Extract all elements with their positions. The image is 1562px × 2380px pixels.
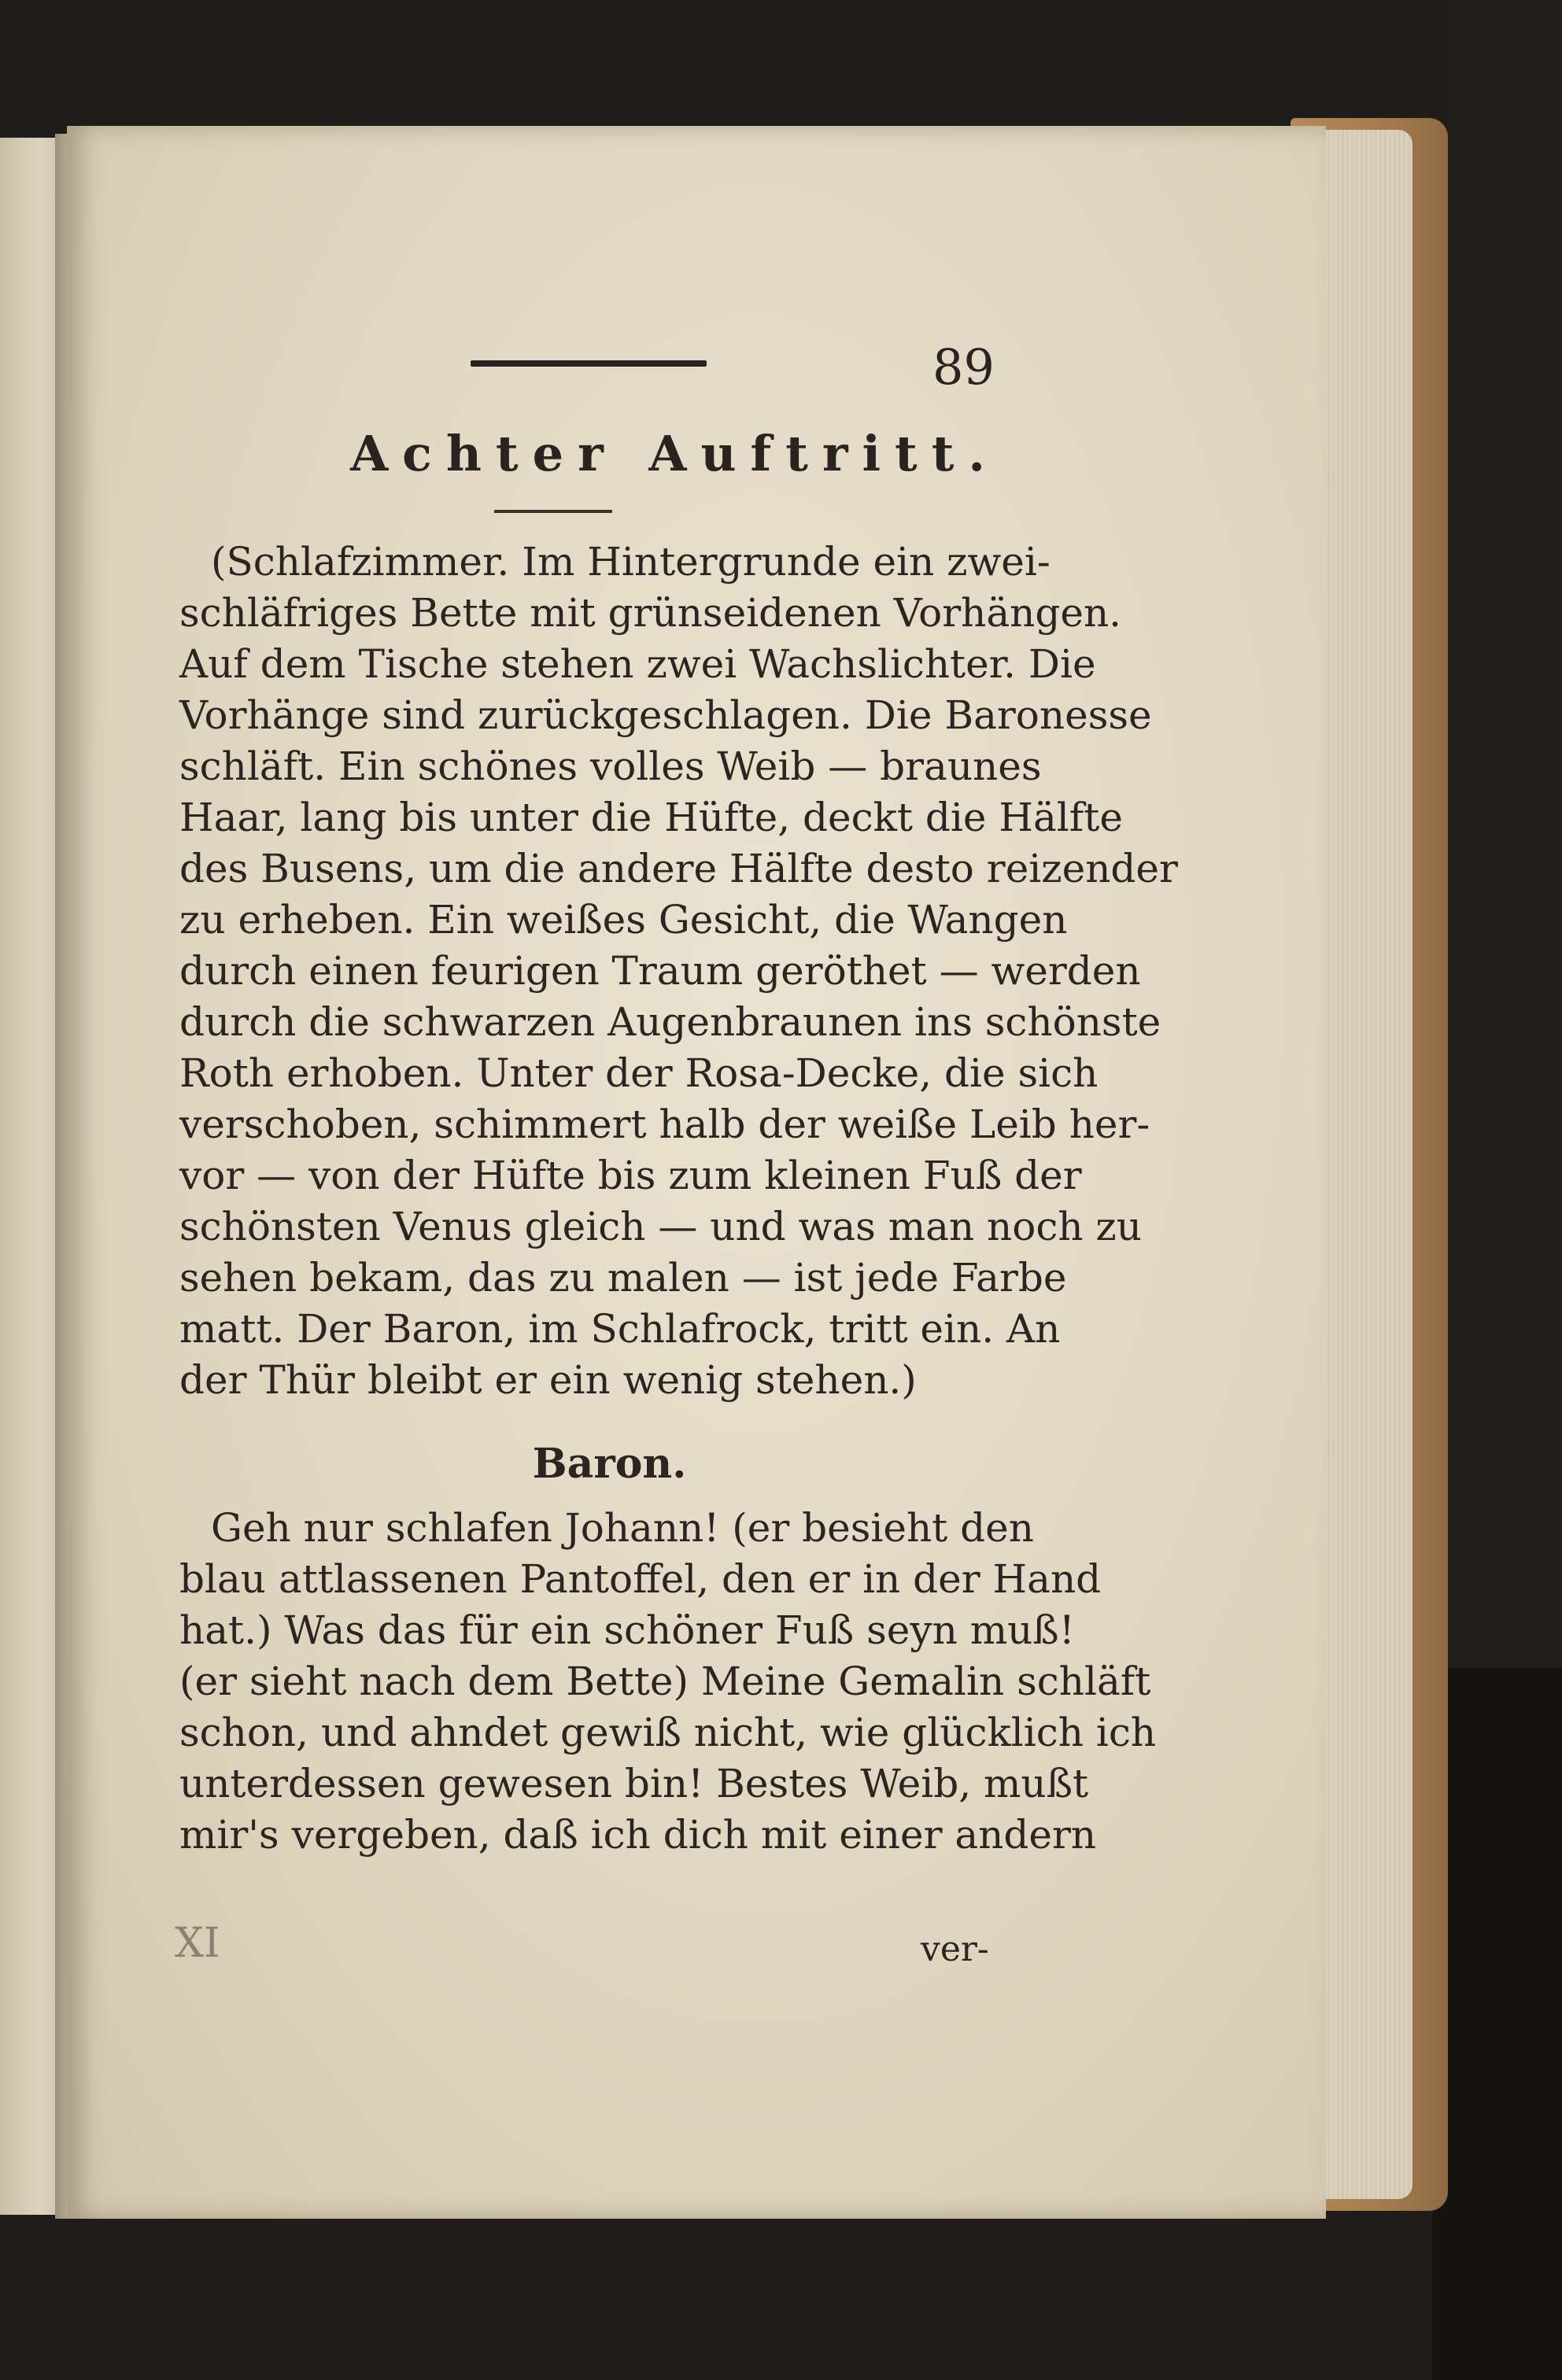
text-line: verschoben, schimmert halb der weiße Leib her- [179, 1101, 1150, 1147]
text-line: (Schlafzimmer. Im Hintergrunde ein zwei- [211, 539, 1051, 585]
text-line: zu erheben. Ein weißes Gesicht, die Wangen [179, 897, 1068, 943]
text-line: durch die schwarzen Augenbraunen ins schönste [179, 999, 1161, 1045]
text-line: Vorhänge sind zurückgeschlagen. Die Baronesse [179, 692, 1152, 738]
text-line: mir's vergeben, daß ich dich mit einer andern [179, 1812, 1097, 1858]
text-line: schläfriges Bette mit grünseidenen Vorhängen. [179, 590, 1122, 636]
desk-shadow [1432, 1668, 1562, 2380]
text-line: unterdessen gewesen bin! Bestes Weib, mußt [179, 1761, 1089, 1806]
text-line: hat.) Was das für ein schöner Fuß seyn muß! [179, 1607, 1075, 1653]
text-line: (er sieht nach dem Bette) Meine Gemalin schläft [179, 1659, 1151, 1704]
text-line: Auf dem Tische stehen zwei Wachslichter. Die [179, 641, 1096, 687]
speaker-name [0, 1440, 1562, 1488]
text-line: schon, und ahndet gewiß nicht, wie glücklich ich [179, 1710, 1157, 1755]
stage-direction [179, 537, 1178, 1406]
text-line: durch einen feurigen Traum geröthet — werden [179, 948, 1141, 994]
text-line: Roth erhoben. Unter der Rosa-Decke, die sich [179, 1050, 1099, 1096]
speaker-name-text: Baron. [532, 1440, 687, 1488]
scene-heading-text: Achter Auftritt. [350, 425, 999, 482]
text-line: blau attlassenen Pantoffel, den er in der Hand [179, 1556, 1102, 1602]
header-rule [471, 360, 707, 367]
text-line: schönsten Venus gleich — und was man noch zu [179, 1204, 1142, 1249]
text-line: Haar, lang bis unter die Hüfte, deckt die Hälfte [179, 795, 1123, 840]
text-line: matt. Der Baron, im Schlafrock, tritt ein. An [179, 1306, 1061, 1352]
text-line: vor — von der Hüfte bis zum kleinen Fuß der [179, 1153, 1082, 1198]
text-line: Geh nur schlafen Johann! (er besieht den [211, 1505, 1034, 1551]
text-line: des Busens, um die andere Hälfte desto reizender [179, 846, 1178, 891]
text-line: sehen bekam, das zu malen — ist jede Farbe [179, 1255, 1067, 1301]
catchword: ver- [921, 1929, 989, 1969]
text-line: der Thür bleibt er ein wenig stehen.) [179, 1357, 917, 1403]
page-number: 89 [932, 338, 995, 396]
speech-text [179, 1503, 1157, 1861]
text-line: schläft. Ein schönes volles Weib — braunes [179, 744, 1042, 789]
scene-heading [0, 425, 1562, 482]
signature-mark: XI [175, 1920, 220, 1967]
heading-rule [494, 510, 612, 513]
